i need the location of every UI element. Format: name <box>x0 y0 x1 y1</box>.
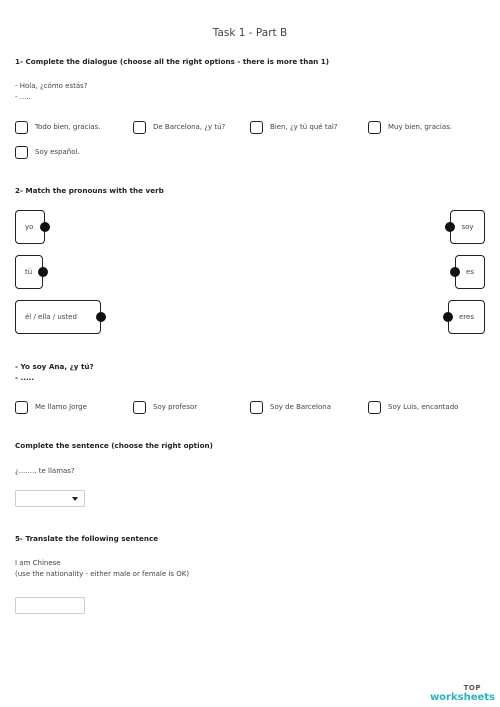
option-label: Todo bien, gracias. <box>35 123 101 131</box>
translation-input[interactable] <box>15 597 85 614</box>
option-label: Soy de Barcelona <box>270 403 331 411</box>
option-muy-bien[interactable] <box>368 120 452 134</box>
match-left-el-ella-usted[interactable]: él / ella / usted <box>15 300 101 334</box>
page-title: Task 1 - Part B <box>212 27 288 39</box>
match-right-es[interactable]: es <box>455 255 485 289</box>
section5-heading: 5- Translate the following sentence <box>15 534 159 543</box>
section3-line-1: - Yo soy Ana, ¿y tú? <box>15 362 94 371</box>
checkbox[interactable] <box>250 121 263 134</box>
option-soy-profesor[interactable] <box>133 400 197 414</box>
translate-sentence: I am Chinese <box>15 559 61 567</box>
dialogue-line-1: - Hola, ¿cómo estás? <box>15 82 88 90</box>
option-label: Me llamo Jorge <box>35 403 87 411</box>
match-left-yo[interactable]: yo <box>15 210 45 244</box>
option-soy-luis[interactable] <box>368 400 458 414</box>
option-de-barcelona[interactable] <box>133 120 225 134</box>
checkbox[interactable] <box>368 121 381 134</box>
match-right-eres[interactable]: eres <box>448 300 485 334</box>
match-right-soy[interactable]: soy <box>450 210 485 244</box>
option-label: Bien, ¿y tú qué tal? <box>270 123 338 131</box>
option-label: De Barcelona, ¿y tú? <box>153 123 226 131</box>
checkbox[interactable] <box>250 401 263 414</box>
logo-top-text: TOP <box>463 684 481 692</box>
option-soy-de-barcelona[interactable] <box>250 400 331 414</box>
checkbox[interactable] <box>15 146 28 159</box>
checkbox[interactable] <box>133 121 146 134</box>
section2-heading: 2- Match the pronouns with the verb <box>15 186 164 195</box>
checkbox[interactable] <box>368 401 381 414</box>
logo-bottom-text: worksheets <box>429 692 495 703</box>
translate-hint: (use the nationality - either male or female is OK) <box>15 570 190 578</box>
checkbox[interactable] <box>15 401 28 414</box>
chevron-down-icon <box>72 497 78 501</box>
section3-line-2: - ..... <box>15 373 35 382</box>
match-left-tu[interactable]: tú <box>15 255 43 289</box>
section1-heading: 1- Complete the dialogue (choose all the right options - there is more than 1) <box>15 57 330 66</box>
dot-icon[interactable] <box>450 267 460 277</box>
topworksheets-logo <box>430 684 495 702</box>
dialogue-line-2: - ..... <box>15 93 31 101</box>
dot-icon[interactable] <box>445 222 455 232</box>
option-label: Muy bien, gracias. <box>388 123 452 131</box>
option-todo-bien[interactable] <box>15 120 100 134</box>
dot-icon[interactable] <box>96 312 106 322</box>
option-label: Soy Luis, encantado <box>388 403 459 411</box>
option-soy-espanol[interactable] <box>15 145 80 159</box>
sentence-text: ¿........ te llamas? <box>15 467 75 475</box>
dot-icon[interactable] <box>38 267 48 277</box>
dot-icon[interactable] <box>40 222 50 232</box>
dot-icon[interactable] <box>443 312 453 322</box>
option-bien-y-tu[interactable] <box>250 120 338 134</box>
option-me-llamo-jorge[interactable] <box>15 400 87 414</box>
answer-select[interactable] <box>15 490 85 507</box>
checkbox[interactable] <box>133 401 146 414</box>
option-label: Soy español. <box>35 148 80 156</box>
checkbox[interactable] <box>15 121 28 134</box>
option-label: Soy profesor <box>153 403 198 411</box>
section4-heading: Complete the sentence (choose the right option) <box>15 441 213 450</box>
